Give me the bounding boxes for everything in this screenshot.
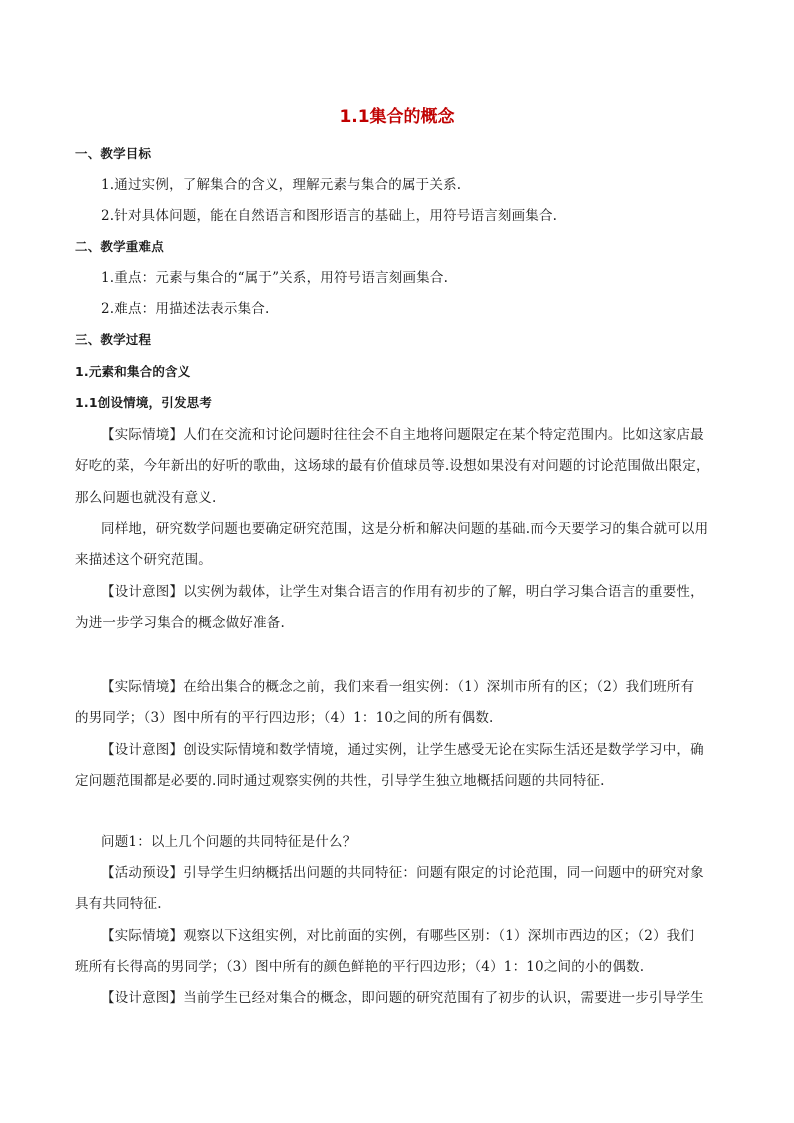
body-line: 定问题范围都是必要的.同时通过观察实例的共性，引导学生独立地概括问题的共同特征. [75, 773, 605, 789]
body-line: 班所有长得高的男同学；（3）图中所有的颜色鲜艳的平行四边形；（4）1：10之间的小的偶数. [75, 959, 645, 975]
section-heading-goals: 一、教学目标 [75, 146, 152, 161]
section-heading-process: 三、教学过程 [75, 332, 152, 347]
body-line: 【设计意图】创设实际情境和数学情境，通过实例，让学生感受无论在实际生活还是数学学习中，确 [101, 742, 704, 758]
body-line: 为进一步学习集合的概念做好准备. [75, 615, 285, 631]
subsection-heading: 1.1创设情境，引发思考 [75, 395, 213, 410]
goal-item: 2.针对具体问题，能在自然语言和图形语言的基础上，用符号语言刻画集合. [101, 208, 558, 224]
body-line: 【设计意图】当前学生已经对集合的概念，即问题的研究范围有了初步的认识，需要进一步引导学生 [101, 990, 704, 1006]
body-line: 好吃的菜，今年新出的好听的歌曲，这场球的最有价值球员等.设想如果没有对问题的讨论范围做出限定， [75, 458, 710, 474]
body-line: 那么问题也就没有意义. [75, 490, 217, 506]
body-line: 同样地，研究数学问题也要确定研究范围，这是分析和解决问题的基础.而今天要学习的集合就可以用 [101, 521, 709, 537]
key-point-item: 1.重点：元素与集合的“属于”关系，用符号语言刻画集合. [101, 270, 449, 286]
body-line: 【设计意图】以实例为载体，让学生对集合语言的作用有初步的了解，明白学习集合语言的重要性， [101, 584, 704, 600]
body-line: 【实际情境】在给出集合的概念之前，我们来看一组实例：（1）深圳市所有的区；（2）我们班所有 [101, 679, 695, 695]
page-title: 1.1集合的概念 [339, 107, 455, 127]
goal-item: 1.通过实例，了解集合的含义，理解元素与集合的属于关系. [101, 177, 462, 193]
subsection-heading: 1.元素和集合的含义 [75, 364, 191, 379]
key-point-item: 2.难点：用描述法表示集合. [101, 301, 270, 317]
question-line: 问题1：以上几个问题的共同特征是什么？ [101, 834, 357, 850]
body-line: 的男同学；（3）图中所有的平行四边形；（4）1：10之间的所有偶数. [75, 710, 494, 726]
section-heading-key-points: 二、教学重难点 [75, 239, 164, 254]
body-line: 【实际情境】人们在交流和讨论问题时往往会不自主地将问题限定在某个特定范围内。比如这家店最 [101, 427, 704, 443]
body-line: 【实际情境】观察以下这组实例，对比前面的实例，有哪些区别：（1）深圳市西边的区；（2）我们 [101, 928, 695, 944]
body-line: 来描述这个研究范围。 [75, 552, 212, 568]
body-line: 【活动预设】引导学生归纳概括出问题的共同特征：问题有限定的讨论范围，同一问题中的研究对象 [101, 865, 704, 881]
body-line: 具有共同特征. [75, 896, 162, 912]
